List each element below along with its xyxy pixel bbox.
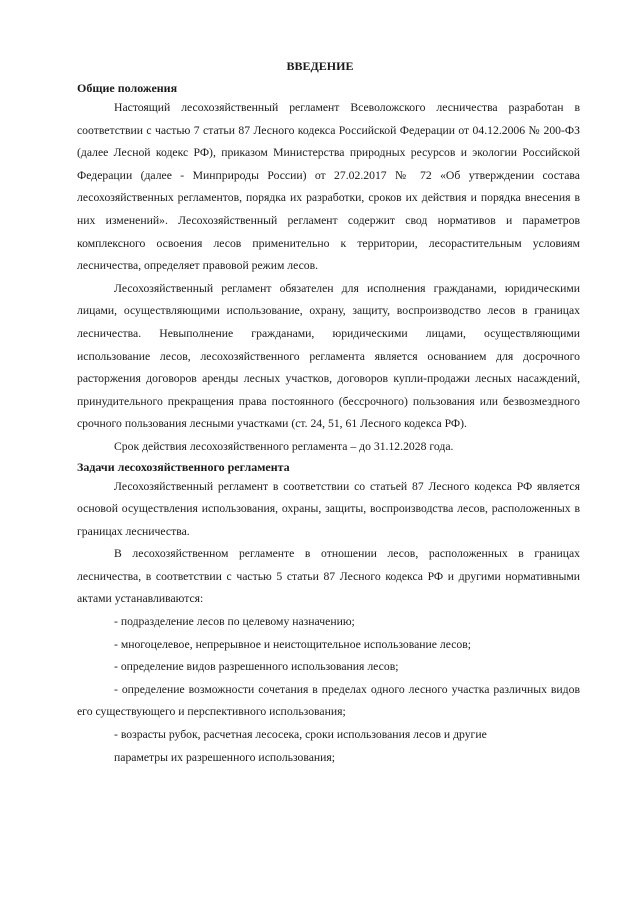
list-item: - определение видов разрешенного использования лесов; [114, 660, 399, 674]
paragraph: Срок действия лесохозяйственного регламента – до 31.12.2028 года. [114, 439, 454, 453]
page-title: ВВЕДЕНИЕ [286, 59, 354, 73]
list-item-continuation: параметры их разрешенного использования; [114, 750, 336, 764]
document-body [77, 80, 580, 769]
list-item: - определение возможности сочетания в пределах одного лесного участка различных видов его существующего и перспективного использования; [77, 682, 580, 719]
section-heading-tasks: Задачи лесохозяйственного регламента [77, 459, 290, 474]
paragraph: Лесохозяйственный регламент обязателен для исполнения гражданами, юридическими лицами, осуществляющими использование, охрану, защиту, воспроизводство лесов в границах лесничества. Невыполнение гражданами, юридическими лицами, осуществляющими использование лесов, лесохозяйственного регламента является основанием для досрочного расторжения договоров аренды лесных участков, договоров купли-продажи лесных насаждений, принудительного прекращения права постоянного (бессрочного) пользования или безвозмездного срочного пользования лесными участками (ст. 24, 51, 61 Лесного кодекса РФ). [77, 281, 580, 431]
list-item: - подразделение лесов по целевому назначению; [114, 615, 355, 629]
paragraph: Лесохозяйственный регламент в соответствии со статьей 87 Лесного кодекса РФ является основой осуществления использования, охраны, защиты, воспроизводства лесов, расположенных в границах лесничества. [77, 479, 580, 538]
paragraph: В лесохозяйственном регламенте в отношении лесов, расположенных в границах лесничества, в соответствии с частью 5 статьи 87 Лесного кодекса РФ и другими нормативными актами устанавливаются: [77, 547, 580, 606]
list-item: - многоцелевое, непрерывное и неистощительное использование лесов; [114, 637, 472, 651]
paragraph: Настоящий лесохозяйственный регламент Всеволожского лесничества разработан в соответствии с частью 7 статьи 87 Лесного кодекса Российской Федерации от 04.12.2006 № 200-ФЗ (далее Лесной кодекс РФ), приказом Министерства природных ресурсов и экологии Российской Федерации (далее - Минприроды России) от 27.02.2017 № 72 «Об утверждении состава лесохозяйственных регламентов, порядка их разработки, сроков их действия и порядка внесения в них изменений». Лесохозяйственный регламент содержит свод нормативов и параметров комплексного освоения лесов применительно к территории, лесорастительным условиям лесничества, определяет правовой режим лесов. [77, 101, 580, 273]
section-heading-general: Общие положения [77, 81, 178, 95]
list-item: - возрасты рубок, расчетная лесосека, сроки использования лесов и другие [114, 728, 487, 742]
